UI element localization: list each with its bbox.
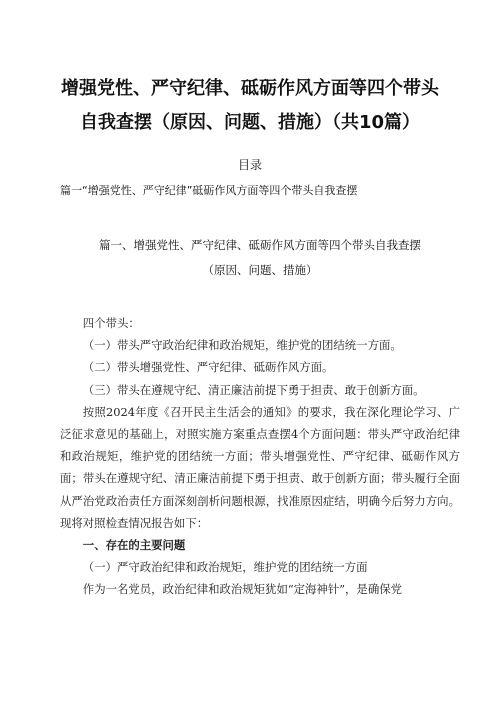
paragraph: （二）带头增强党性、严守纪律、砥砺作风方面。 <box>82 360 334 375</box>
document-body <box>60 312 460 601</box>
section-heading: 一、存在的主要问题 <box>82 538 186 553</box>
document-title-line2: 自我查摆（原因、问题、措施）（共10篇） <box>79 112 421 133</box>
paragraph: （一）带头严守政治纪律和政治规矩，维护党的团结统一方面。 <box>82 338 402 353</box>
section-title-line1: 篇一、增强党性、严守纪律、砥砺作风方面等四个带头自我查摆 <box>99 238 421 252</box>
paragraph: （三）带头在遵规守纪、清正廉洁前提下勇于担责、敢于创新方面。 <box>82 382 425 397</box>
paragraph: 按照2024年度《召开民主生活会的通知》的要求，我在深化理论学习、广泛征求意见的基础上，对照实施方案重点查摆4个方面问题：带头严守政治纪律和政治规矩，维护党的团结统一方面；带头增强党性、严守纪律、砥砺作风方面；带头在遵规守纪、清正廉洁前提下勇于担责、敢于创新方面；带头履行全面从严治党政治责任方面深刻剖析问题根源，找准原因症结，明确今后努力方向。现将对照检查情况报告如下： <box>60 404 460 530</box>
sub-heading: （一）严守政治纪律和政治规矩，维护党的团结统一方面 <box>82 560 368 575</box>
paragraph: 作为一名党员，政治纪律和政治规矩犹如“定海神针”，是确保党 <box>82 582 402 597</box>
toc-item[interactable]: 篇一“增强党性、严守纪律”砥砺作风方面等四个带头自我查摆 <box>60 184 358 197</box>
section-title-line2: （原因、问题、措施） <box>202 263 318 277</box>
toc-heading: 目录 <box>237 158 262 172</box>
paragraph: 四个带头： <box>82 316 140 330</box>
document-title-line1: 增强党性、严守纪律、砥砺作风方面等四个带头 <box>61 78 439 99</box>
